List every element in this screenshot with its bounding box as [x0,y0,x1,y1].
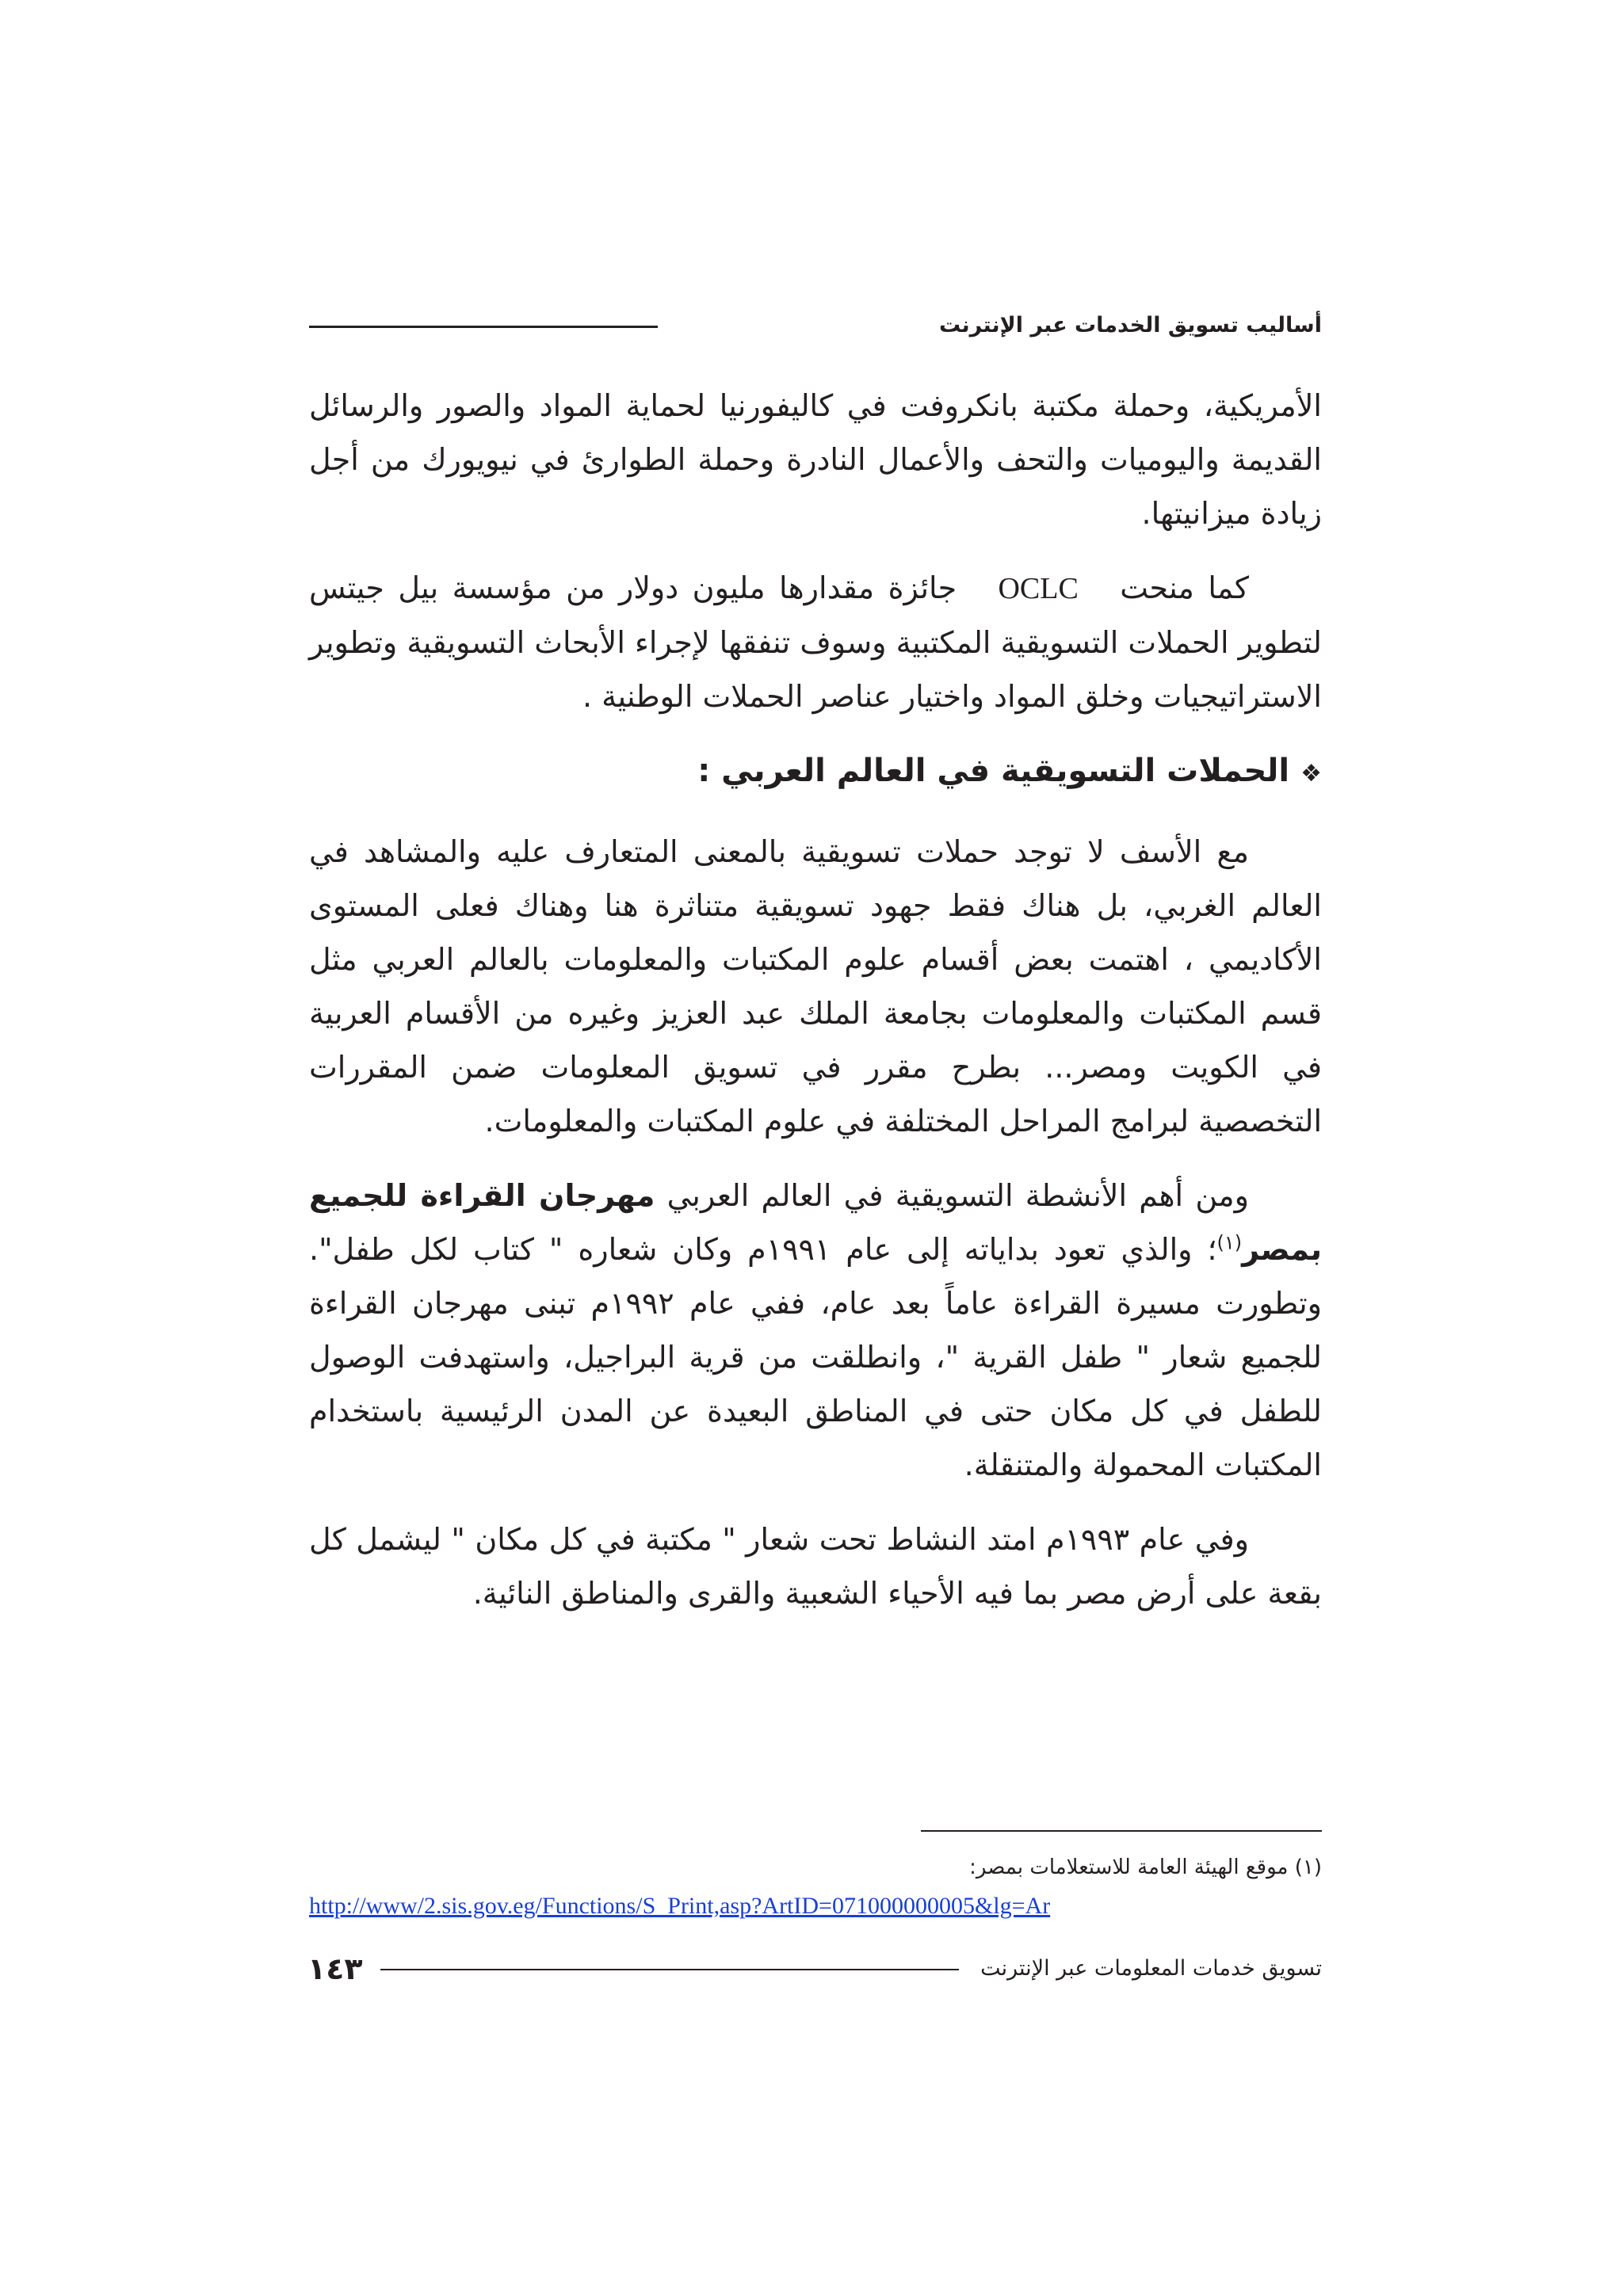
running-header [309,307,1322,344]
running-title: أساليب تسويق الخدمات عبر الإنترنت [938,313,1322,338]
page-number: ١٤٣ [307,1951,363,1986]
section-heading [309,744,1322,801]
footnote-rule [921,1830,1322,1832]
footnote-marker: (١) [1216,1231,1243,1254]
paragraph-1: الأمريكية، وحملة مكتبة بانكروفت في كاليفورنيا لحماية المواد والصور والرسائل القديمة واليوميات والتحف والأعمال النادرة وحملة الطوارئ في نيويورك من أجل زيادة ميزانيتها. [309,388,1322,531]
section-heading-text: الحملات التسويقية في العالم العربي : [697,753,1290,789]
paragraph-2-rest: جائزة مقدارها مليون دولار من مؤسسة بيل جيتس لتطوير الحملات التسويقية المكتبية وسوف تنفقها لإجراء الأبحاث التسويقية وتطوير الاستراتيجيات وخلق المواد واختيار عناصر الحملات الوطنية . [309,570,1322,714]
festival-name: مهرجان القراءة للجميع بمصر [309,1178,1322,1267]
paragraph-3: مع الأسف لا توجد حملات تسويقية بالمعنى المتعارف عليه والمشاهد في العالم الغربي، بل هناك فقط جهود تسويقية متناثرة هنا وهناك فعلى المستوى الأكاديمي ، اهتمت بعض أقسام علوم المكتبات والمعلومات بالعالم العربي مثل قسم المكتبات والمعلومات بجامعة الملك عبد العزيز وغيره من الأقسام العربية في الكويت ومصر... بطرح مقرر في تسويق المعلومات ضمن المقررات التخصصية لبرامج المراحل المختلفة في علوم المكتبات والمعلومات. [309,834,1322,1138]
running-footer [307,1949,1322,1989]
paragraph-4-rest: ؛ والذي تعود بداياته إلى عام ١٩٩١م وكان شعاره " كتاب لكل طفل". وتطورت مسيرة القراءة عاماً بعد عام، ففي عام ١٩٩٢م تبنى مهرجان القراءة للجميع شعار " طفل القرية "، وانطلقت من قرية البراجيل، واستهدفت الوصول للطفل في كل مكان حتى في المناطق البعيدة عن المدن الرئيسية باستخدام المكتبات المحمولة والمتنقلة. [309,1232,1323,1482]
header-rule [309,326,658,328]
paragraph-2-start: كما منحت [1120,570,1249,605]
paragraph-4 [309,1169,1322,1492]
footnote-text: (١) موقع الهيئة العامة للاستعلامات بمصر: [969,1855,1322,1879]
diamond-bullet-icon: ❖ [1300,760,1322,788]
oclc-acronym: OCLC [998,572,1079,605]
book-title: تسويق خدمات المعلومات عبر الإنترنت [980,1956,1322,1981]
paragraph-4-start: ومن أهم الأنشطة التسويقية في العالم العربي [666,1178,1249,1213]
body-text [309,379,1322,1641]
paragraph-5: وفي عام ١٩٩٣م امتد النشاط تحت شعار " مكتبة في كل مكان " ليشمل كل بقعة على أرض مصر بما فيه الأحياء الشعبية والقرى والمناطق النائية. [309,1522,1322,1611]
footer-rule [380,1969,959,1970]
paragraph-2 [309,561,1322,723]
footnote-link[interactable]: http://www/2.sis.gov.eg/Functions/S_Print,asp?ArtID=071000000005&lg=Ar [309,1893,1051,1919]
